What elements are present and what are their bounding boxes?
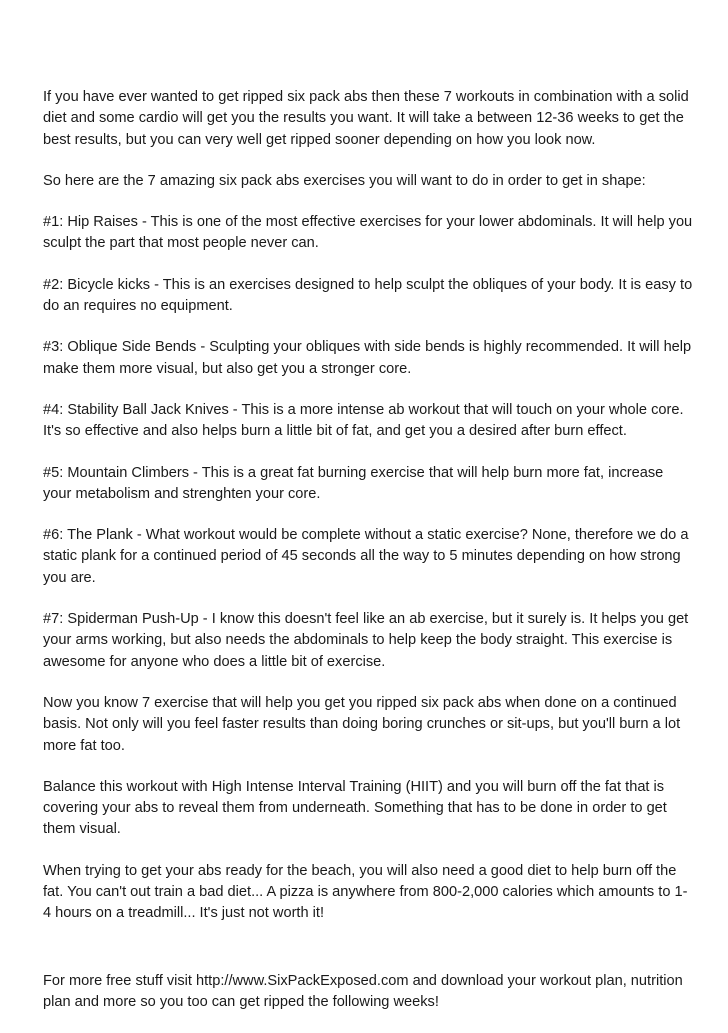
exercise-mountain-climbers: #5: Mountain Climbers - This is a great fat burning exercise that will help burn more fat, increase your metabolism and strenghten your core.: [43, 464, 664, 502]
exercise-plank: #6: The Plank - What workout would be complete without a static exercise? None, therefore we do a static plank for a continued period of 45 seconds all the way to 5 minutes depending on how strong you are.: [43, 527, 689, 586]
exercise-hip-raises: #1: Hip Raises - This is one of the most effective exercises for your lower abdominals. It will help you sculpt the part that most people never can.: [43, 214, 693, 252]
exercise-bicycle-kicks: #2: Bicycle kicks - This is an exercises designed to help sculpt the obliques of your body. It is easy to do an requires no equipment.: [43, 276, 693, 315]
exercise-oblique-side-bends: #3: Oblique Side Bends - Sculpting your obliques with side bends is highly recommended. It will help make them more visual, but also get you a stronger core.: [43, 339, 692, 377]
exercise-stability-ball-jack-knives: #4: Stability Ball Jack Knives - This is a more intense ab workout that will touch on your whole core. It's so effective and also helps burn a little bit of fat, and get you a desired after burn effect.: [43, 401, 684, 440]
summary-paragraph: Now you know 7 exercise that will help you get you ripped six pack abs when done on a continued basis. Not only will you feel faster results than doing boring crunches or sit-ups, but you'll burn a lot more fat too.: [43, 694, 681, 754]
exercise-list-intro: So here are the 7 amazing six pack abs exercises you will want to do in order to get in shape:: [43, 172, 646, 189]
footer-paragraph: For more free stuff visit http://www.SixPackExposed.com and download your workout plan, nutrition plan and more so you too can get ripped the following weeks!: [43, 972, 683, 1010]
diet-paragraph: When trying to get your abs ready for the beach, you will also need a good diet to help burn off the fat. You can't out train a bad diet... A pizza is anywhere from 800-2,000 calories which amounts to 1-4 hours on a treadmill... It's just not worth it!: [43, 862, 688, 922]
exercise-spiderman-push-up: #7: Spiderman Push-Up - I know this doesn't feel like an ab exercise, but it surely is. It helps you get your arms working, but also needs the abdominals to help keep the body straight. This exercise is awesome for anyone who does a little bit of exercise.: [43, 611, 689, 670]
document-page: [43, 87, 693, 1033]
hiit-paragraph: Balance this workout with High Intense Interval Training (HIIT) and you will burn off the fat that is covering your abs to reveal them from underneath. Something that has to be done in order to get them visual.: [43, 778, 667, 838]
intro-paragraph: If you have ever wanted to get ripped six pack abs then these 7 workouts in combination with a solid diet and some cardio will get you the results you want. It will take a between 12-36 weeks to get the best results, but you can very well get ripped sooner depending on how you look now.: [43, 89, 689, 148]
